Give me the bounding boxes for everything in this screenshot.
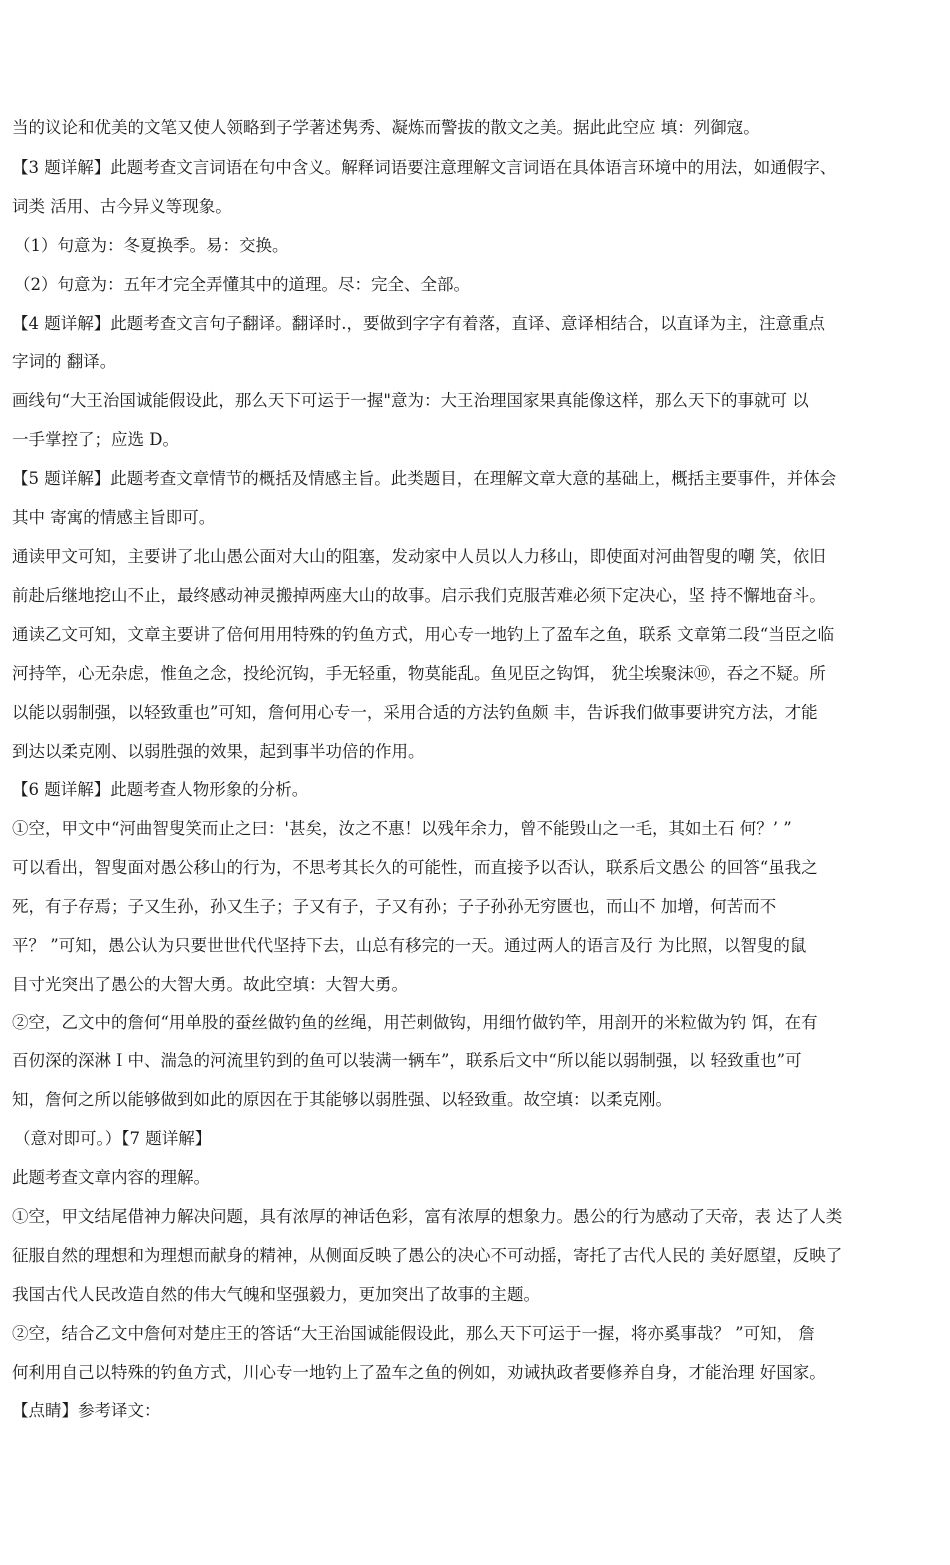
text-line: 【6 题详解】此题考查人物形象的分析。 <box>12 780 309 799</box>
text-line: （意对即可。）【7 题详解】 <box>14 1129 212 1148</box>
text-line: 征服自然的理想和为理想而献身的精神，从侧面反映了愚公的决心不可动摇，寄托了古代人民的 美好愿望，反映了 <box>12 1246 843 1265</box>
text-line: 通读乙文可知，文章主要讲了倍何用用特殊的钓鱼方式，用心专一地钓上了盈车之鱼，联系 文章第二段“当臣之临 <box>12 625 835 644</box>
text-line: 何利用自己以特殊的钓鱼方式，川心专一地钓上了盈车之鱼的例如，劝诫执政者要修养自身，才能治理 好国家。 <box>12 1363 826 1382</box>
text-line: ①空，甲文中“河曲智叟笑而止之曰：'甚矣，汝之不惠！以残年余力，曾不能毁山之一毛，其如土石 何？’ ” <box>12 819 792 838</box>
text-line: 平？ ”可知，愚公认为只要世世代代坚持下去，山总有移完的一天。通过两人的语言及行 为比照，以智叟的鼠 <box>12 936 807 955</box>
text-line: ②空，结合乙文中詹何对楚庄王的答话“大王治国诚能假设此，那么天下可运于一握，将亦奚事哉？ ”可知， 詹 <box>12 1324 815 1343</box>
text-line: 此题考查文章内容的理解。 <box>12 1168 210 1187</box>
text-line: 【点睛】参考译文： <box>12 1401 161 1420</box>
text-line: 一手掌控了；应选 D。 <box>12 430 179 449</box>
text-line: 百仞深的深淋Ｉ中、湍急的河流里钓到的鱼可以装满一辆车”，联系后文中“所以能以弱制强，以 轻致重也”可 <box>12 1051 802 1070</box>
text-line: 目寸光突出了愚公的大智大勇。故此空填：大智大勇。 <box>12 975 408 994</box>
text-line: 【5 题详解】此题考查文章情节的概括及情感主旨。此类题目，在理解文章大意的基础上，概括主要事件，并体会 <box>12 469 837 488</box>
text-line: 【4 题详解】此题考查文言句子翻译。翻译时.，要做到字字有着落，直译、意译相结合，以直译为主，注意重点 <box>12 314 825 333</box>
text-line: 通读甲文可知，主要讲了北山愚公面对大山的阻塞，发动家中人员以人力移山，即使面对河曲智叟的嘲 笑，依旧 <box>12 547 826 566</box>
text-line: 字词的 翻译。 <box>12 352 117 371</box>
text-line: 知，詹何之所以能够做到如此的原因在于其能够以弱胜强、以轻致重。故空填：以柔克刚。 <box>12 1090 672 1109</box>
text-line: 其中 寄寓的情感主旨即可。 <box>12 508 216 527</box>
text-line: 画线句“大王治国诚能假设此，那么天下可运于一握"意为：大王治理国家果真能像这样，那么天下的事就可 以 <box>12 391 809 410</box>
text-line: 当的议论和优美的文笔又使人领略到子学著述隽秀、凝炼而警拔的散文之美。据此此空应 填：列御寇。 <box>12 118 760 137</box>
text-line: 我国古代人民改造自然的伟大气魄和坚强毅力，更加突出了故事的主题。 <box>12 1285 540 1304</box>
text-line: （2）句意为：五年才完全弄懂其中的道理。尽：完全、全部。 <box>14 275 470 294</box>
text-line: 前赴后继地挖山不止，最终感动神灵搬掉两座大山的故事。启示我们克服苦难必须下定决心，坚 持不懈地奋斗。 <box>12 586 826 605</box>
text-line: 死，有子存焉；子又生孙，孙又生子；子又有子，子又有孙；子子孙孙无穷匮也，而山不 加增，何苦而不 <box>12 897 777 916</box>
text-line: 河持竿，心无杂虑，惟鱼之念，投纶沉钩，手无轻重，物莫能乱。鱼见臣之钩饵， 犹尘埃聚沫⑩，吞之不疑。所 <box>12 664 826 683</box>
text-line: 到达以柔克刚、以弱胜强的效果，起到事半功倍的作用。 <box>12 742 425 761</box>
text-line: （1）句意为：冬夏换季。易：交换。 <box>14 236 289 255</box>
text-line: 以能以弱制强，以轻致重也”可知，詹何用心专一，采用合适的方法钓鱼颇 丰，告诉我们做事要讲究方法，才能 <box>12 703 818 722</box>
text-line: ①空，甲文结尾借神力解决问题，具有浓厚的神话色彩，富有浓厚的想象力。愚公的行为感动了天帝，表 达了人类 <box>12 1207 843 1226</box>
text-line: ②空，乙文中的詹何“用单股的蚕丝做钓鱼的丝绳，用芒刺做钩，用细竹做钓竿，用剖开的米粒做为钓 饵，在有 <box>12 1013 818 1032</box>
text-line: 可以看出，智叟面对愚公移山的行为，不思考其长久的可能性，而直接予以否认，联系后文愚公 的回答“虽我之 <box>12 858 818 877</box>
text-line: 词类 活用、古今异义等现象。 <box>12 197 232 216</box>
text-line: 【3 题详解】此题考查文言词语在句中含义。解释词语要注意理解文言词语在具体语言环境中的用法，如通假字、 <box>12 158 837 177</box>
